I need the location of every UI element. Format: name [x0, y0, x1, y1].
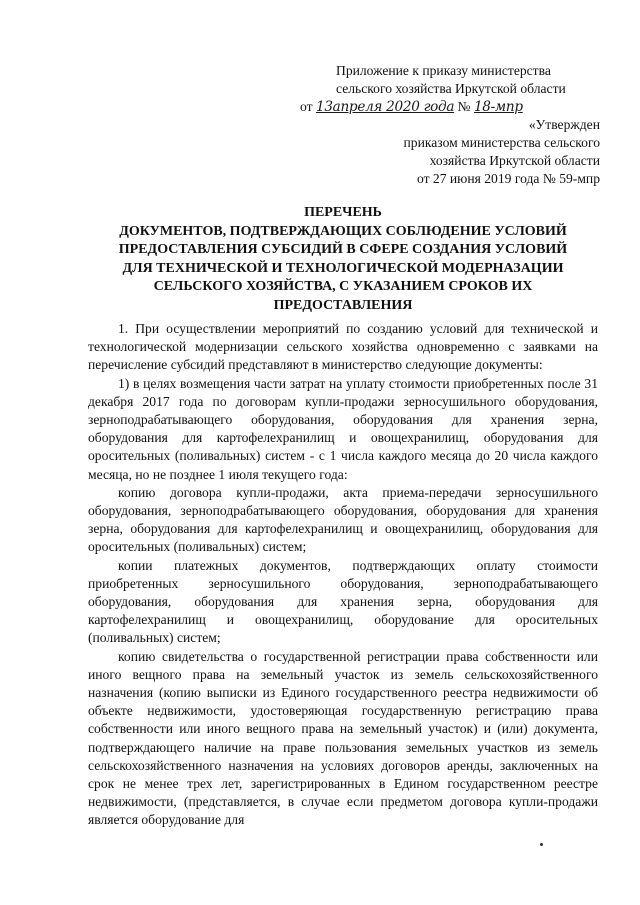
approved-line-2: приказом министерства сельского	[403, 135, 600, 150]
paragraph-4: копии платежных документов, подтверждающих оплату стоимости приобретенных зерносушильного оборудования, зерноподрабатывающего оборудования, оборудования для хранения зерна, оборудования для картофелехранилищ и овощехранилищ, оборудование для оросительных (поливальных) систем;	[88, 557, 598, 646]
appendix-number-sign: №	[457, 99, 471, 114]
approved-line-4: от 27 июня 2019 года № 59-мпр	[416, 171, 600, 186]
handwritten-date: 13апреля 2020 года	[315, 99, 455, 115]
title-line-2: ДОКУМЕНТОВ, ПОДТВЕРЖДАЮЩИХ СОБЛЮДЕНИЕ УСЛОВИЙ	[119, 223, 567, 239]
paragraph-1: 1. При осуществлении мероприятий по созданию условий для технической и технологической модернизации сельского хозяйства одновременно с заявками на перечисление субсидий представляют в министерство следующие документы:	[88, 321, 598, 373]
handwritten-number: 18-мпр	[473, 99, 523, 115]
approved-line-3: хозяйства Иркутской области	[429, 153, 600, 168]
document-title	[88, 204, 598, 315]
paragraph-5: копию свидетельства о государственной регистрации права собственности или иного вещного права на земельный участок из земель сельскохозяйственного назначения (копию выписки из Единого государственного реестра недвижимости об объекте недвижимости, удостоверяющая государственную регистрацию права собственности или иного вещного права на земельный участок) и (или) документа, подтверждающего наличие на праве пользования земельных участков из земель сельскохозяйственного назначения на условиях договоров аренды, заключенных на срок не менее трех лет, зарегистрированных в Едином государственном реестре недвижимости, (представляется, в случае если предметом договора купли-продажи является оборудование для	[88, 648, 598, 828]
appendix-order-line	[300, 98, 600, 116]
title-line-4: ДЛЯ ТЕХНИЧЕСКОЙ И ТЕХНОЛОГИЧЕСКОЙ МОДЕРНАЗАЦИИ	[122, 260, 564, 276]
appendix-line-1: Приложение к приказу министерства	[336, 63, 551, 78]
title-line-1: ПЕРЕЧЕНЬ	[304, 205, 382, 220]
appendix-from: от	[300, 99, 313, 114]
title-line-6: ПРЕДОСТАВЛЕНИЯ	[273, 297, 413, 313]
appendix-line-2: сельского хозяйства Иркутской области	[336, 81, 566, 96]
title-line-3: ПРЕДОСТАВЛЕНИЯ СУБСИДИЙ В СФЕРЕ СОЗДАНИЯ УСЛОВИЙ	[118, 242, 568, 257]
document-body	[88, 320, 598, 830]
appendix-block	[300, 62, 600, 188]
paragraph-2: 1) в целях возмещения части затрат на уплату стоимости приобретенных после 31 декабря 2017 года по договорам купли-продажи зерносушильного оборудования, зерноподрабатывающего оборудования, оборудования для хранения зерна, оборудования для картофелехранилищ и овощехранилищ, оборудования для оросительных (поливальных) систем - с 1 числа каждого месяца до 20 числа каждого месяца, но не позднее 1 июля текущего года:	[88, 375, 598, 482]
scan-speck	[540, 843, 543, 846]
approved-line-1: «Утвержден	[528, 117, 600, 132]
paragraph-3: копию договора купли-продажи, акта приема-передачи зерносушильного оборудования, зерноподрабатывающего оборудования, оборудования для хранения зерна, оборудования для картофелехранилищ и овощехранилищ, оборудования для оросительных (поливальных) систем;	[88, 484, 598, 555]
title-line-5: СЕЛЬСКОГО ХОЗЯЙСТВА, С УКАЗАНИЕМ СРОКОВ ИХ	[153, 279, 533, 294]
